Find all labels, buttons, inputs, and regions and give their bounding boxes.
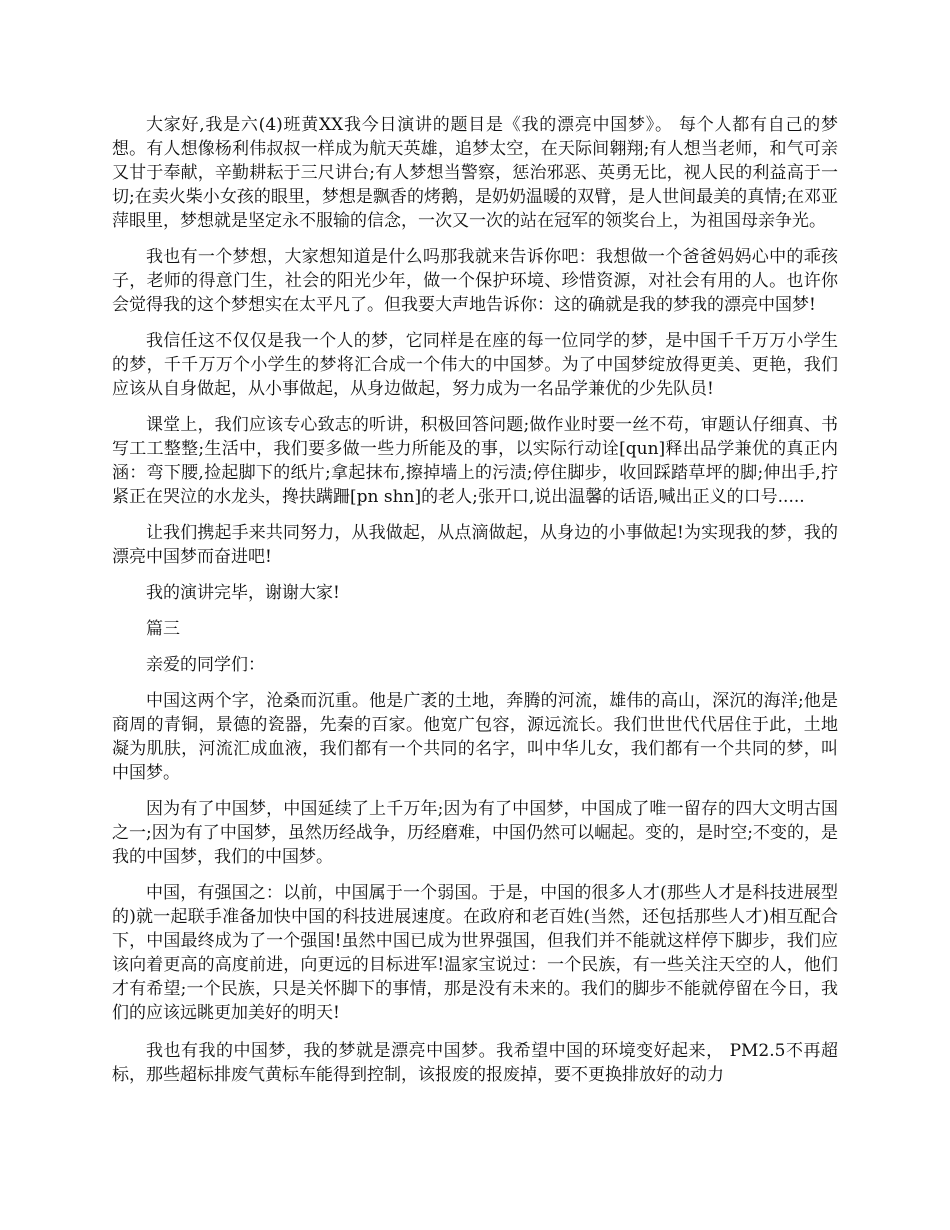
- paragraph-11-strong-nation: 中国，有强国之：以前，中国属于一个弱国。于是，中国的很多人才(那些人才是科技进展型的)就一起联手准备加快中国的科技进展速度。在政府和老百姓(当然，还包括那些人才)相互配合下，中国最终成为了一个强国!虽然中国已成为世界强国，但我们并不能就这样停下脚步，我们应该向着更高的高度前进，向更远的目标进军!温家宝说过：一个民族，有一些关注天空的人，他们才有希望;一个民族，只是关怀脚下的事情，那是没有未来的。我们的脚步不能就停留在今日，我们的应该远眺更加美好的明天!: [112, 883, 838, 1023]
- paragraph-2-my-dream: 我也有一个梦想，大家想知道是什么吗那我就来告诉你吧：我想做一个爸爸妈妈心中的乖孩子，老师的得意门生，社会的阳光少年，做一个保护环境、珍惜资源，对社会有用的人。也许你会觉得我的这个梦想实在太平凡了。但我要大声地告诉你：这的确就是我的梦我的漂亮中国梦!: [112, 247, 838, 315]
- greeting: 亲爱的同学们：: [146, 655, 265, 675]
- paragraph-3-shared-dream: 我信任这不仅仅是我一个人的梦，它同样是在座的每一位同学的梦，是中国千千万万小学生的梦，千千万万个小学生的梦将汇合成一个伟大的中国梦。为了中国梦绽放得更美、更艳，我们应该从自身做起，从小事做起，从身边做起，努力成为一名品学兼优的少先队员!: [112, 331, 838, 399]
- paragraph-5-call-to-action: 让我们携起手来共同努力，从我做起，从点滴做起，从身边的小事做起!为实现我的梦，我的漂亮中国梦而奋进吧!: [112, 523, 838, 567]
- paragraph-9-china-meaning: 中国这两个字，沧桑而沉重。他是广袤的土地，奔腾的河流，雄伟的高山，深沉的海洋;他是商周的青铜，景德的瓷器，先秦的百家。他宽广包容，源远流长。我们世世代代居住于此，土地凝为肌肤，河流汇成血液，我们都有一个共同的名字，叫中华儿女，我们都有一个共同的梦，叫中国梦。: [112, 691, 838, 783]
- section-heading: 篇三: [146, 619, 180, 639]
- paragraph-1-intro: 大家好,我是六(4)班黄XX我今日演讲的题目是《我的漂亮中国梦》。 每个人都有自己的梦想。有人想像杨利伟叔叔一样成为航天英雄，追梦太空，在天际间翱翔;有人想当老师，和气可亲又甘于奉献，辛勤耕耘于三尺讲台;有人梦想当警察，惩治邪恶、英勇无比，视人民的利益高于一切;在卖火柴小女孩的眼里，梦想是飘香的烤鹅，是奶奶温暖的双臂，是人世间最美的真情;在邓亚萍眼里，梦想就是坚定永不服输的信念，一次又一次的站在冠军的领奖台上，为祖国母亲争光。: [112, 115, 838, 231]
- paragraph-12-beautiful-dream: 我也有我的中国梦，我的梦就是漂亮中国梦。我希望中国的环境变好起来， PM2.5不再超标，那些超标排废气黄标车能得到控制，该报废的报废掉，要不更换排放好的动力: [112, 1041, 838, 1085]
- paragraph-6-closing: 我的演讲完毕，谢谢大家!: [146, 583, 340, 603]
- document-body: [112, 113, 838, 1099]
- paragraph-4-actions: 课堂上，我们应该专心致志的听讲，积极回答问题;做作业时要一丝不苟，审题认仔细真、书写工工整整;生活中，我们要多做一些力所能及的事，以实际行动诠[qun]释出品学兼优的真正内涵：弯下腰,捡起脚下的纸片;拿起抹布,擦掉墙上的污渍;停住脚步，收回踩踏草坪的脚;伸出手,拧紧正在哭泣的水龙头，搀扶蹒跚[pn shn]的老人;张开口,说出温馨的话语,喊出正义的口号.....: [112, 415, 838, 507]
- paragraph-10-because-of-dream: 因为有了中国梦，中国延续了上千万年;因为有了中国梦，中国成了唯一留存的四大文明古国之一;因为有了中国梦，虽然历经战争，历经磨难，中国仍然可以崛起。变的，是时空;不变的，是我的中国梦，我们的中国梦。: [112, 799, 839, 867]
